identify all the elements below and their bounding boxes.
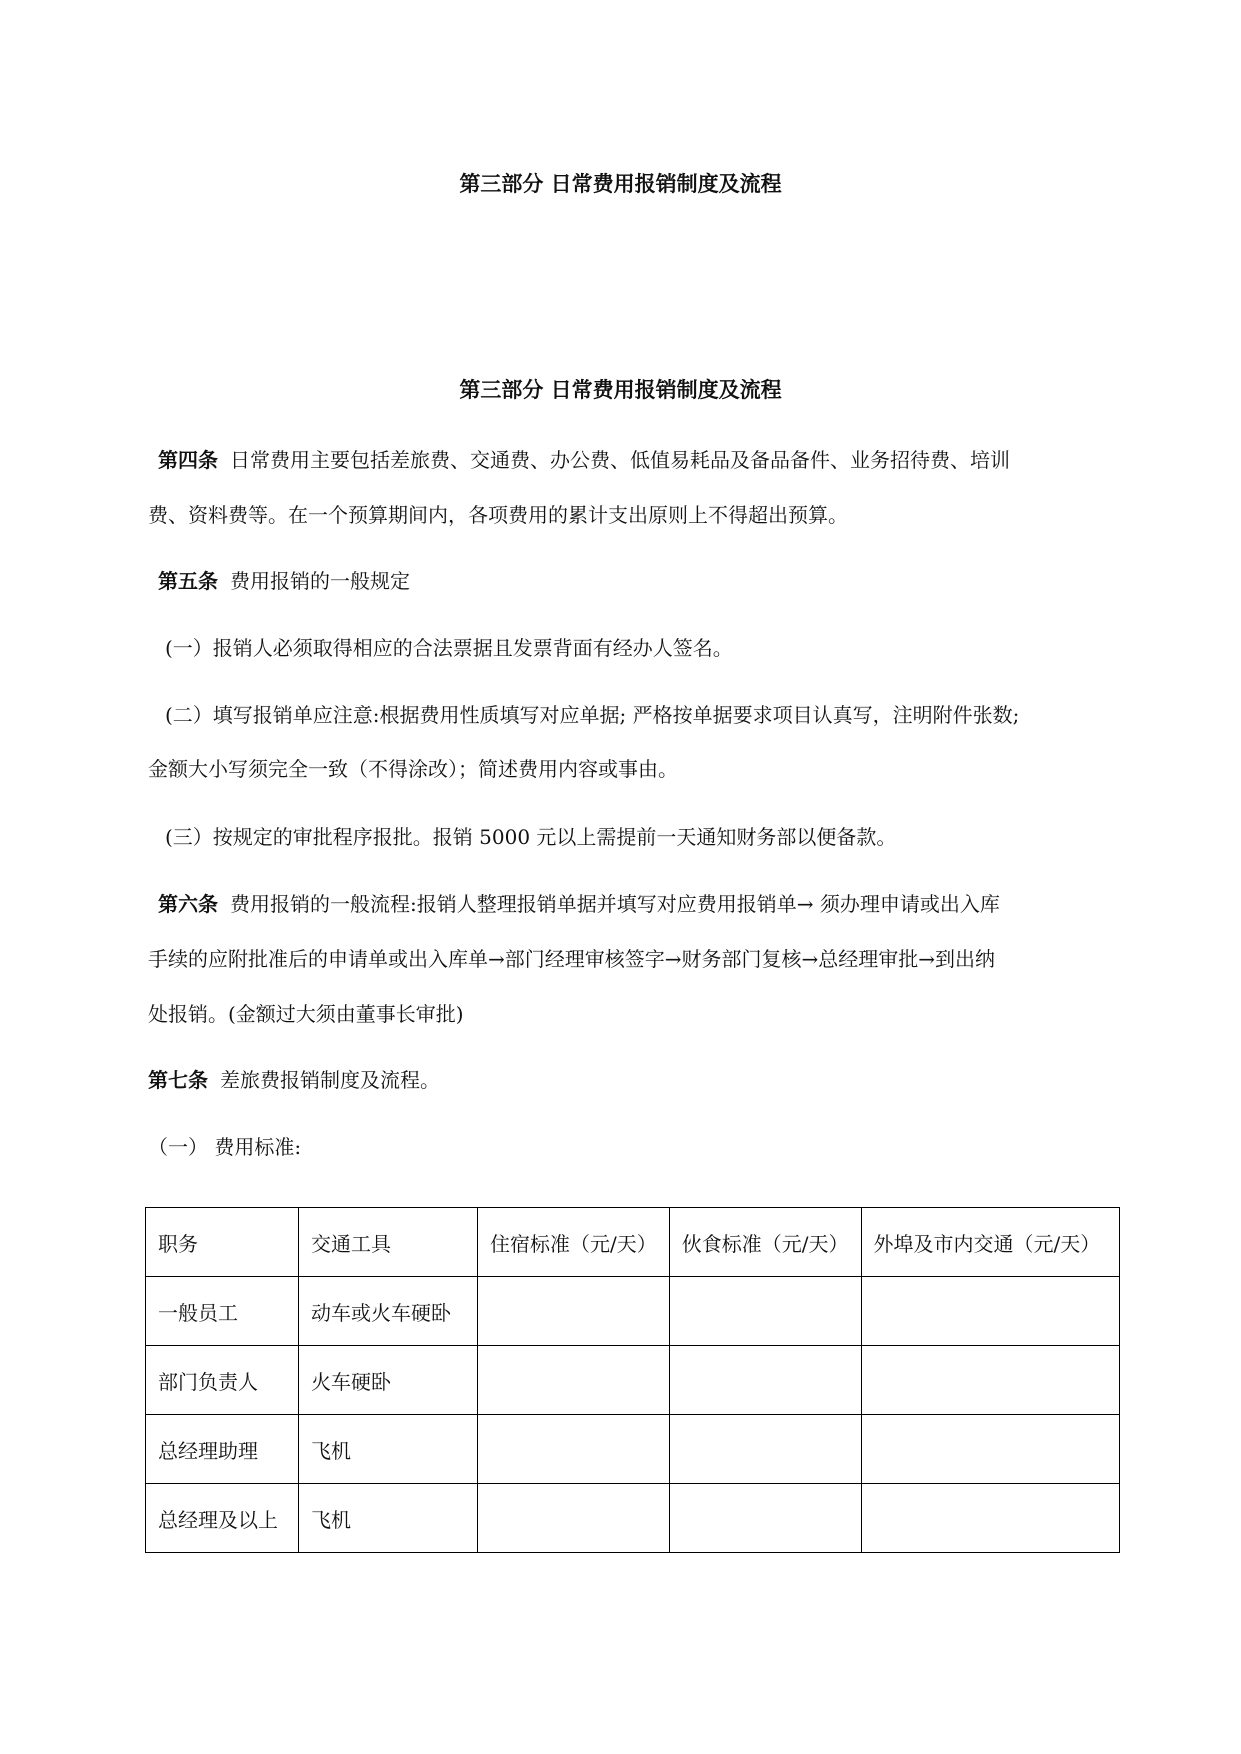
table-row [146, 1346, 1120, 1415]
article-7-sub-heading: （一） 费用标准: [148, 1135, 302, 1159]
article-7-text: 差旅费报销制度及流程。 [220, 1068, 440, 1092]
table-header-cell: 伙食标准（元/天） [669, 1208, 861, 1277]
article-5-item-1: (一）报销人必须取得相应的合法票据且发票背面有经办人签名。 [165, 636, 733, 660]
table-cell [669, 1346, 861, 1415]
table-header-cell: 外埠及市内交通（元/天） [861, 1208, 1119, 1277]
article-4-label: 第四条 [158, 448, 218, 472]
article-5-heading [158, 565, 410, 594]
expense-standard-table [145, 1207, 1120, 1553]
section-title: 第三部分 日常费用报销制度及流程 [459, 378, 782, 402]
article-7-label: 第七条 [148, 1068, 208, 1092]
page-title-top: 第三部分 日常费用报销制度及流程 [459, 172, 782, 196]
article-6-line-1 [158, 888, 1000, 917]
table-cell [478, 1415, 670, 1484]
table-cell: 总经理及以上 [146, 1484, 299, 1553]
article-6-line-2: 手续的应附批准后的申请单或出入库单→部门经理审核签字→财务部门复核→总经理审批→到出纳 [148, 947, 996, 971]
article-6-text: 费用报销的一般流程:报销人整理报销单据并填写对应费用报销单→ 须办理申请或出入库 [230, 892, 1000, 916]
table-row [146, 1277, 1120, 1346]
table-cell [478, 1277, 670, 1346]
table-cell: 火车硬卧 [299, 1346, 478, 1415]
table-cell [669, 1277, 861, 1346]
table-row [146, 1415, 1120, 1484]
article-5-item-2-line-2: 金额大小写须完全一致（不得涂改）；简述费用内容或事由。 [148, 757, 678, 781]
table-row [146, 1484, 1120, 1553]
table-cell [478, 1346, 670, 1415]
table-cell [861, 1346, 1119, 1415]
table-cell [669, 1484, 861, 1553]
table-cell: 飞机 [299, 1484, 478, 1553]
table-header-cell: 职务 [146, 1208, 299, 1277]
article-4-line-1 [158, 444, 1010, 473]
table-cell: 飞机 [299, 1415, 478, 1484]
table-cell: 一般员工 [146, 1277, 299, 1346]
table-cell: 总经理助理 [146, 1415, 299, 1484]
article-4-line-2: 费、资料费等。在一个预算期间内，各项费用的累计支出原则上不得超出预算。 [148, 503, 848, 527]
article-4-text: 日常费用主要包括差旅费、交通费、办公费、低值易耗品及备品备件、业务招待费、培训 [230, 448, 1010, 472]
table-cell [669, 1415, 861, 1484]
article-7-heading [148, 1064, 440, 1093]
table-header-row [146, 1208, 1120, 1277]
table-cell [861, 1484, 1119, 1553]
article-6-line-3: 处报销。(金额过大须由董事长审批) [148, 1002, 464, 1026]
table-cell [861, 1415, 1119, 1484]
table-cell [861, 1277, 1119, 1346]
article-5-item-3: (三）按规定的审批程序报批。报销 5000 元以上需提前一天通知财务部以便备款。 [165, 825, 897, 849]
table-cell: 动车或火车硬卧 [299, 1277, 478, 1346]
article-5-label: 第五条 [158, 569, 218, 593]
table-cell [478, 1484, 670, 1553]
article-5-item-2-line-1: (二）填写报销单应注意:根据费用性质填写对应单据; 严格按单据要求项目认真写，注明附件张数; [165, 703, 1020, 727]
article-5-text: 费用报销的一般规定 [230, 569, 410, 593]
table-header-cell: 住宿标准（元/天） [478, 1208, 670, 1277]
table-header-cell: 交通工具 [299, 1208, 478, 1277]
table-cell: 部门负责人 [146, 1346, 299, 1415]
article-6-label: 第六条 [158, 892, 218, 916]
